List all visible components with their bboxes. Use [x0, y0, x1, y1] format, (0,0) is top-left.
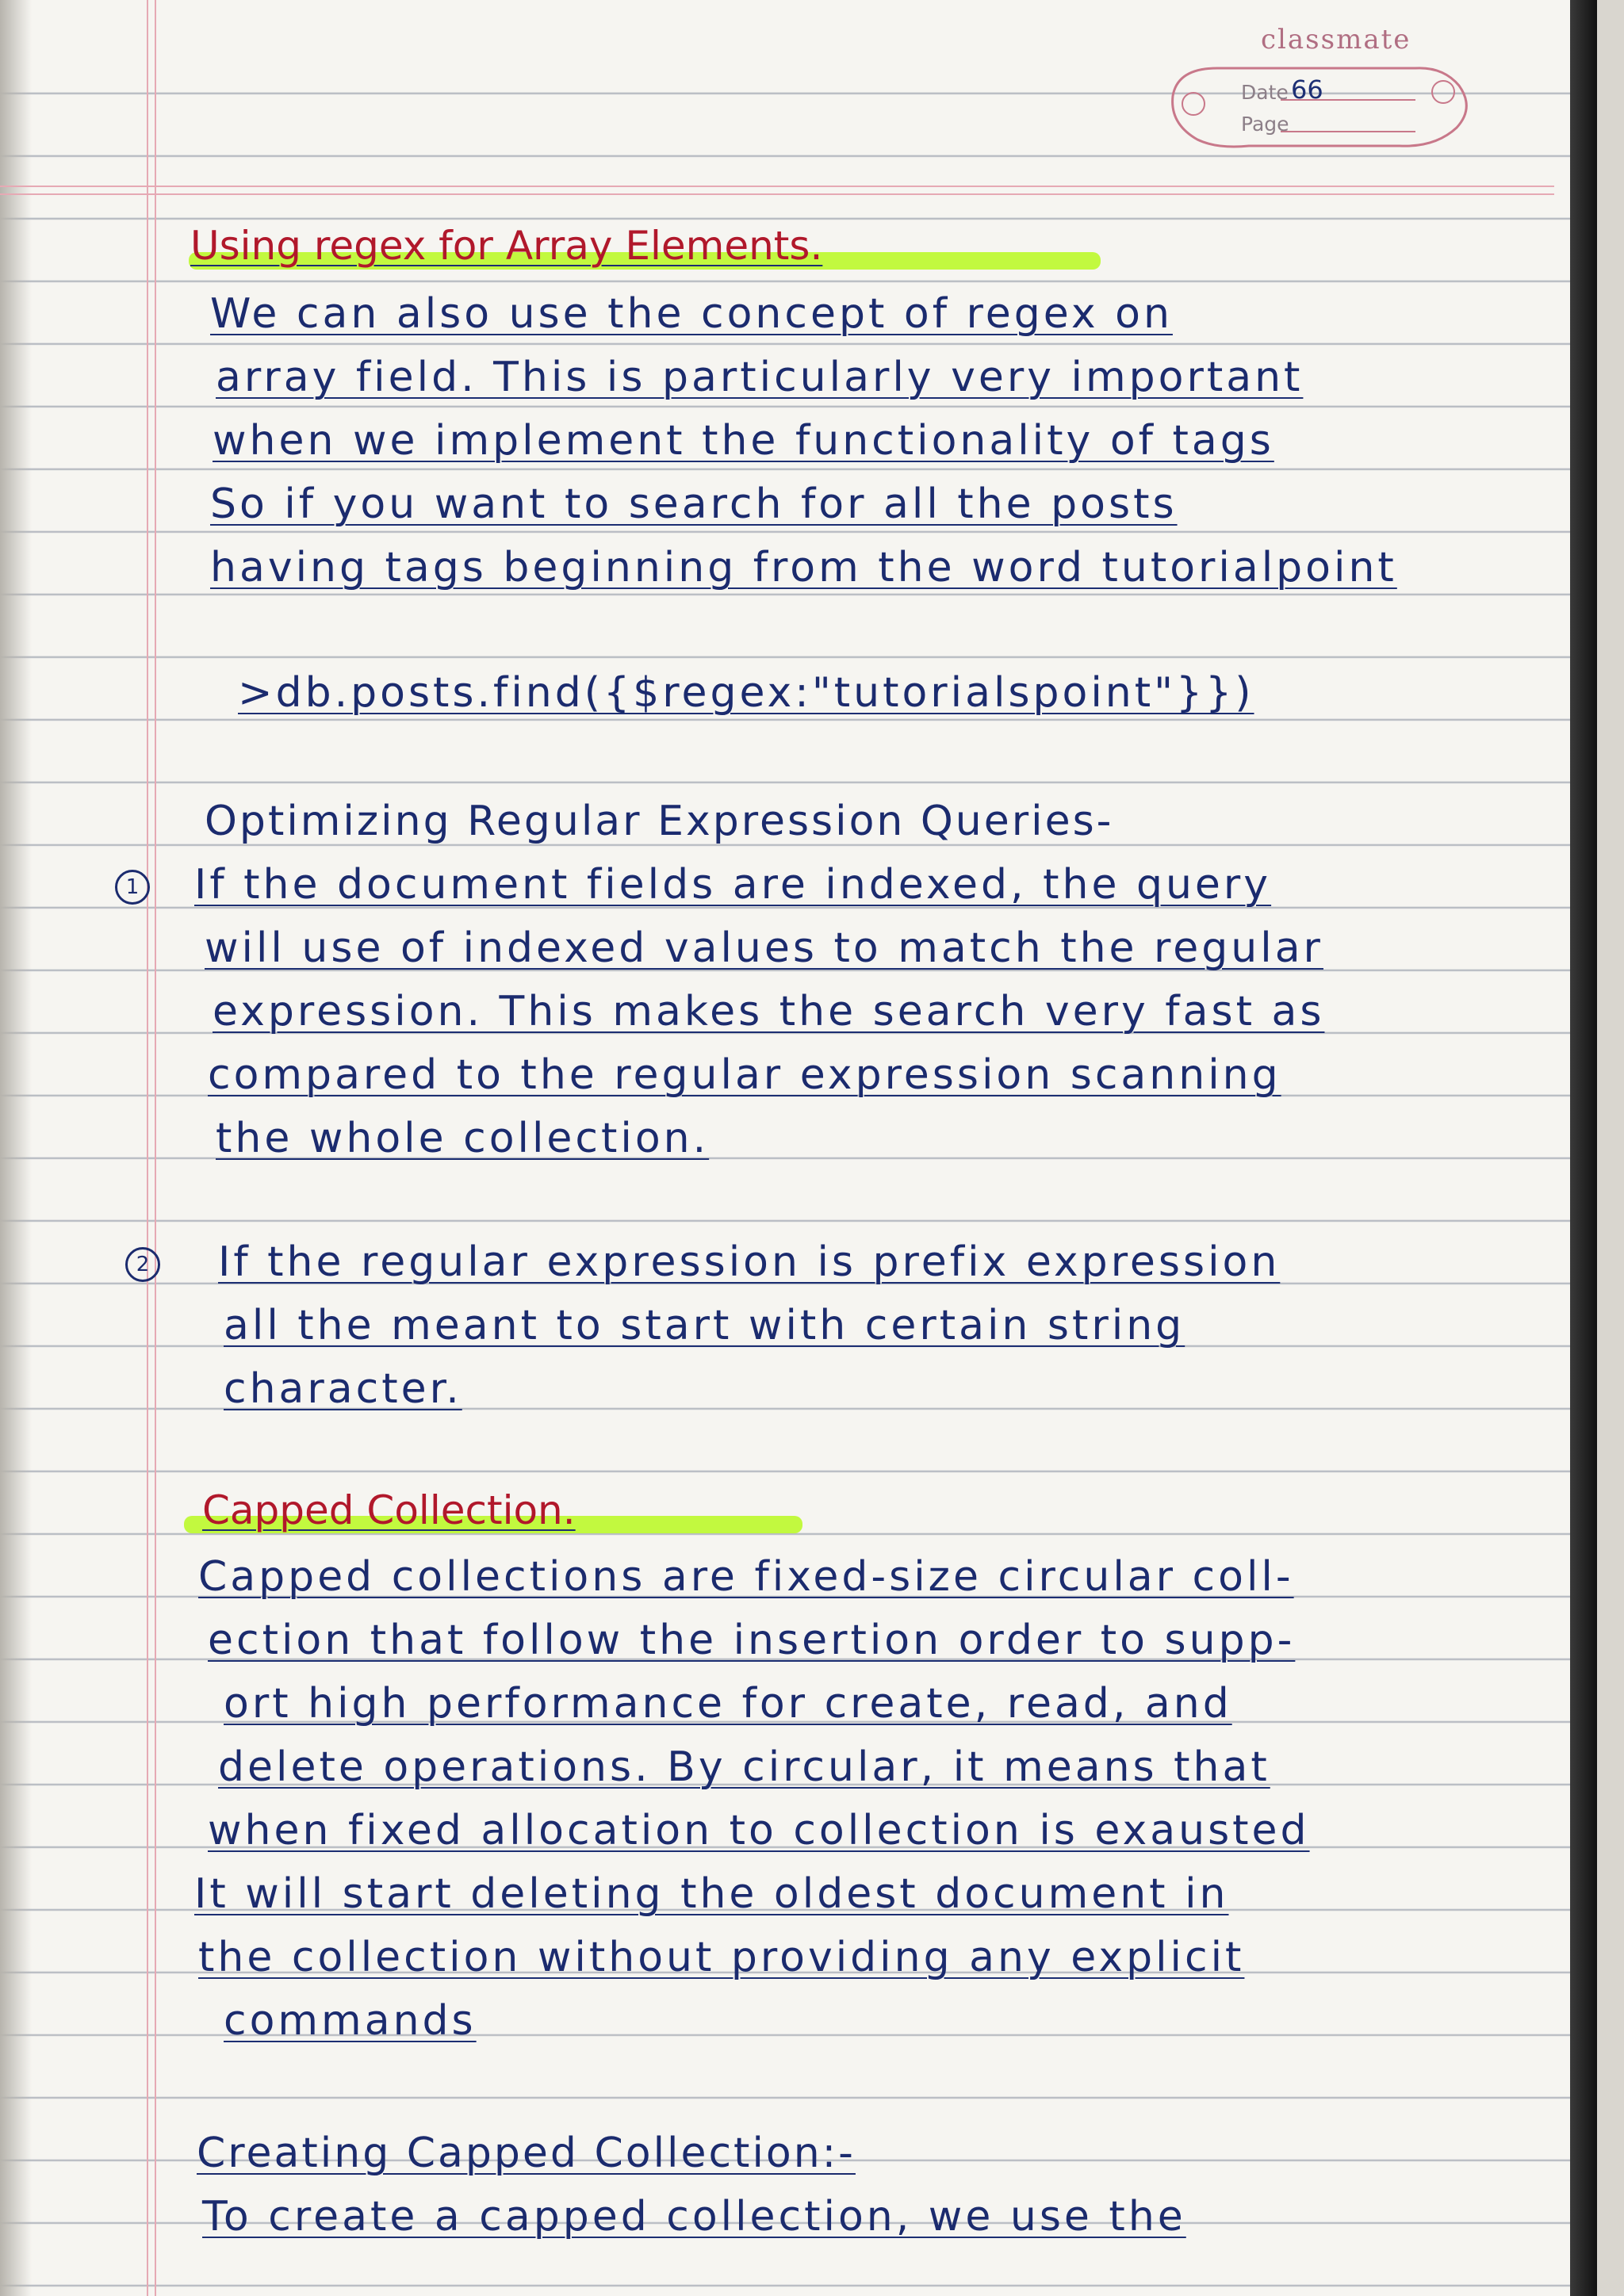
section-heading-creating-capped: Creating Capped Collection:- — [197, 2130, 856, 2177]
margin-line — [147, 0, 148, 2296]
body-line: ort high performance for create, read, and — [224, 1680, 1232, 1728]
body-line: It will start deleting the oldest document in — [194, 1870, 1229, 1918]
date-value: 66 — [1291, 75, 1323, 105]
body-line: Capped collections are fixed-size circular coll- — [198, 1553, 1294, 1601]
page-label: Page — [1241, 113, 1289, 136]
margin-line — [155, 0, 156, 2296]
body-line: ection that follow the insertion order to supp- — [208, 1617, 1296, 1664]
classmate-logo-box — [1162, 17, 1479, 160]
body-line: To create a capped collection, we use the — [202, 2193, 1186, 2241]
list-item-line: the whole collection. — [216, 1115, 710, 1162]
notebook-binding-edge — [1570, 0, 1597, 2296]
list-item-line: character. — [224, 1365, 462, 1413]
list-marker-1: 1 — [115, 870, 150, 905]
list-marker-2: 2 — [125, 1247, 160, 1282]
body-line: when we implement the functionality of tags — [213, 417, 1274, 465]
date-label: Date — [1241, 81, 1289, 104]
body-line: array field. This is particularly very important — [216, 354, 1304, 401]
page-shadow — [0, 0, 32, 2296]
header-rule — [0, 193, 1554, 195]
body-line: the collection without providing any explicit — [198, 1934, 1245, 1981]
list-item-line: compared to the regular expression scanning — [208, 1051, 1281, 1099]
body-line: commands — [224, 1997, 477, 2045]
header-rule — [0, 186, 1554, 187]
section-heading-regex-arrays: Using regex for Array Elements. — [190, 223, 823, 269]
list-item-line: all the meant to start with certain string — [224, 1302, 1185, 1349]
list-item-line: will use of indexed values to match the regular — [205, 924, 1323, 972]
classmate-logo: classmate — [1261, 24, 1411, 55]
list-item-line: expression. This makes the search very fast as — [213, 988, 1325, 1035]
list-item-line: If the document fields are indexed, the query — [194, 861, 1272, 909]
section-heading-optimizing: Optimizing Regular Expression Queries- — [205, 798, 1114, 845]
section-heading-capped: Capped Collection. — [202, 1487, 576, 1533]
body-line: So if you want to search for all the posts — [210, 480, 1178, 528]
body-line: when fixed allocation to collection is exausted — [208, 1807, 1310, 1854]
code-example: >db.posts.find({$regex:"tutorialspoint"}}) — [238, 669, 1254, 717]
body-line: having tags beginning from the word tutorialpoint — [210, 544, 1397, 591]
body-line: delete operations. By circular, it means that — [218, 1743, 1270, 1791]
list-item-line: If the regular expression is prefix expression — [218, 1238, 1281, 1286]
body-line: We can also use the concept of regex on — [210, 290, 1173, 338]
